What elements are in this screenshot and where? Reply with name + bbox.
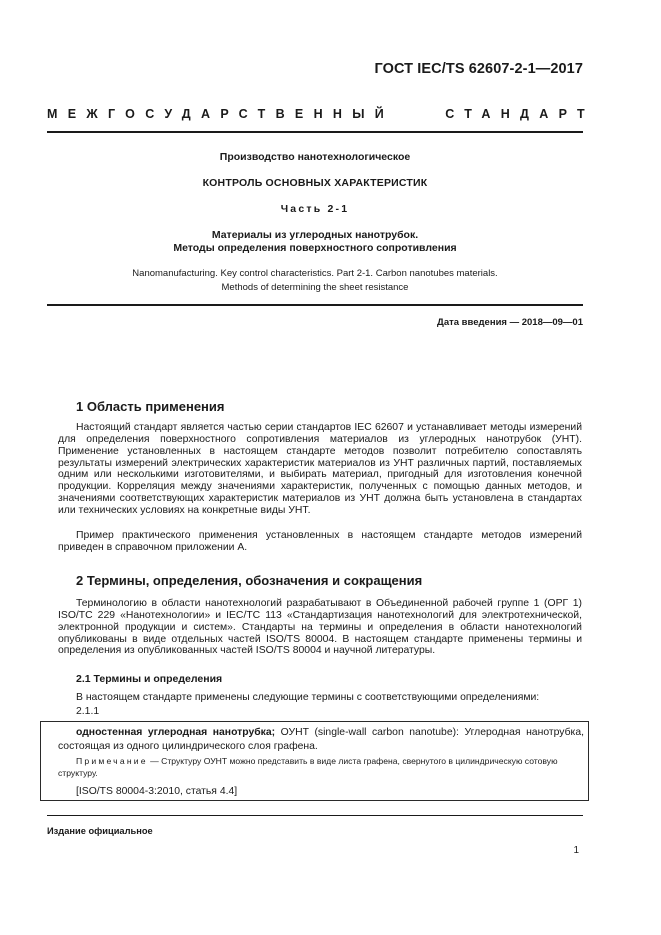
term-note <box>58 756 586 779</box>
subtitle-line1: Материалы из углеродных нанотрубок. <box>211 229 419 241</box>
page-number: 1 <box>573 845 579 856</box>
title-line2: КОНТРОЛЬ ОСНОВНЫХ ХАРАКТЕРИСТИК <box>202 177 428 189</box>
english-title-line2: Methods of determining the sheet resistance <box>221 282 409 293</box>
title-subtitle <box>47 229 583 255</box>
document-code: ГОСТ IEC/TS 62607-2-1—2017 <box>374 61 583 77</box>
title-line1: Производство нанотехнологическое <box>219 151 411 163</box>
edition-label: Издание официальное <box>47 826 153 836</box>
english-title-line1: Nanomanufacturing. Key control characteristics. Part 2-1. Carbon nanotubes materials. <box>132 268 498 279</box>
section2-heading: 2 Термины, определения, обозначения и сокращения <box>76 573 423 588</box>
title-rule <box>47 304 583 306</box>
note-text: — Структуру ОУНТ можно представить в виде листа графена, свернутого в цилиндрическую сотовую структуру. <box>58 756 558 778</box>
header-rule <box>47 131 583 133</box>
term-definition-text: ОУНТ (single-wall carbon nanotube): Углеродная нанотрубка, состоящая из одного цилиндрического слоя графена. <box>58 727 584 752</box>
term-definition <box>58 726 584 754</box>
footer-rule <box>47 815 583 816</box>
subtitle-line2: Методы определения поверхностного сопротивления <box>173 242 457 254</box>
english-title <box>47 267 583 295</box>
section1-heading: 1 Область применения <box>76 399 225 414</box>
note-label: Примечание <box>76 756 148 766</box>
term-reference: [ISO/TS 80004-3:2010, статья 4.4] <box>76 786 238 797</box>
section1-para2: Пример практического применения установленных в настоящем стандарте методов измерений приведен в справочном приложении А. <box>58 530 582 553</box>
term-name: одностенная углеродная нанотрубка; <box>76 727 276 738</box>
standard-word-standard: СТАНДАРТ <box>445 107 595 121</box>
section1-para1: Настоящий стандарт является частью серии стандартов IEC 62607 и устанавливает методы измерений для определения поверхностного сопротивления материалов из углеродных нанотрубок (УНТ). Применение установленных в настоящем стандарте методов позволит потребителю сопоставлять результаты измерений электрических характеристик материалов из УНТ различных партий, поставляемых одним или несколькими изготовителями, и выбирать материал, пригодный для изготовления конечной продукции. Корреляция между значениями характеристик, полученных с помощью данных методов, и значениями соответствующих характеристик материалов из УНТ должна быть установлена в стандартах или технических условиях на конкретные виды УНТ. <box>58 422 582 516</box>
subsection-intro: В настоящем стандарте применены следующие термины с соответствующими определениями: <box>76 692 540 703</box>
date-of-introduction: Дата введения — 2018—09—01 <box>437 317 583 328</box>
title-part: Часть 2-1 <box>280 203 350 215</box>
standard-type-banner <box>47 107 595 121</box>
standard-word-interstate: МЕЖГОСУДАРСТВЕННЫЙ <box>47 107 395 121</box>
clause-number: 2.1.1 <box>76 706 100 717</box>
subsection-heading: 2.1 Термины и определения <box>76 673 223 685</box>
section2-para1: Терминологию в области нанотехнологий разрабатывают в Объединенной рабочей группе 1 (ОРГ 1) ISO/TC 229 «Нанотехнологии» и IEC/TC 113 «Стандартизация нанотехнологий для электротехнической, электронной продукции и систем». Стандарты на термины и определения в области нанотехнологий опубликованы в виде отдельных частей ISO/TS 80004. В настоящем стандарте применены термины и определения из опубликованных частей ISO/TS 80004 и научной литературы. <box>58 598 582 657</box>
